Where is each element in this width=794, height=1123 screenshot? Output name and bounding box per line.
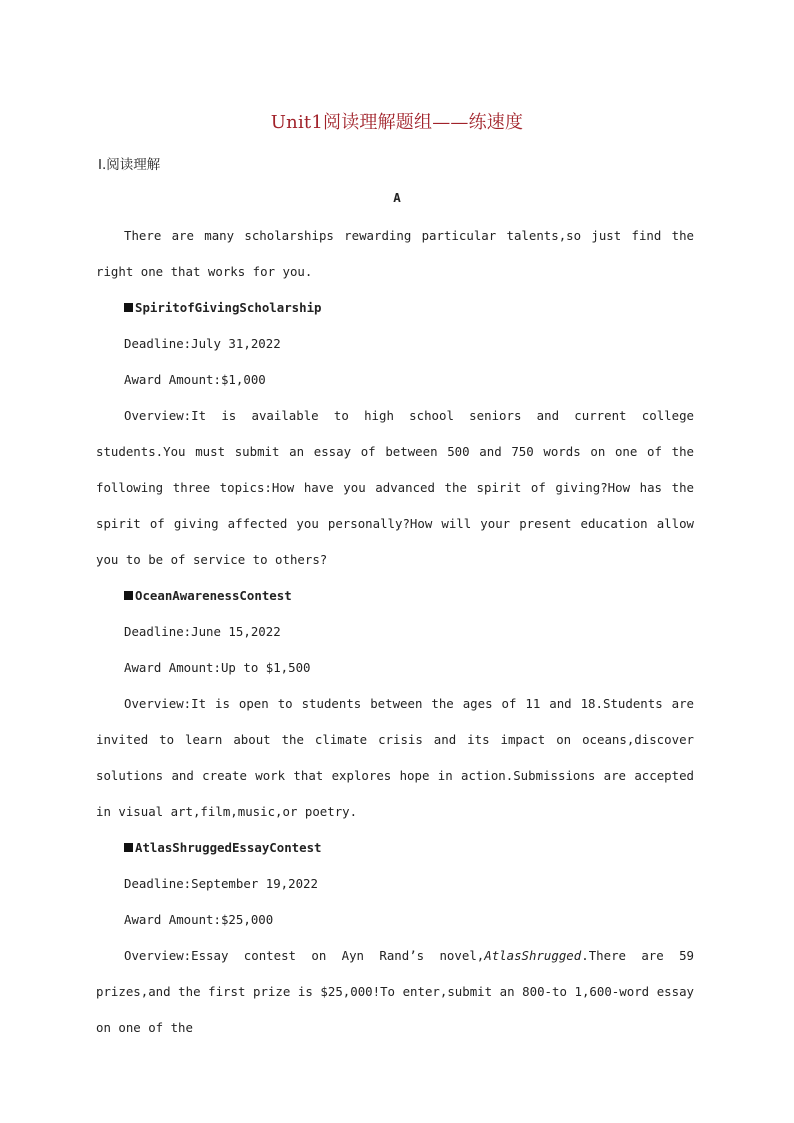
entry-name: AtlasShruggedEssayContest [135, 840, 322, 855]
entry-deadline: Deadline:July 31,2022 [124, 336, 281, 351]
square-bullet-icon [124, 591, 133, 600]
overview-text: .There are 59 prizes,and the first prize is $25,000!To enter,submit an 800-to 1,600-word essay on one of the [96, 948, 694, 1035]
entry-heading [96, 578, 694, 614]
passage-letter: A [393, 190, 401, 205]
entry-overview: Overview:It is open to students between the ages of 11 and 18.Students are invited to learn about the climate crisis and its impact on oceans,discover solutions and create work that explores hope in action.Submissions are accepted in visual art,film,music,or poetry. [96, 696, 694, 819]
intro-paragraph: There are many scholarships rewarding particular talents,so just find the right one that works for you. [96, 228, 694, 279]
entry-heading [96, 830, 694, 866]
entry-deadline: Deadline:September 19,2022 [124, 876, 318, 891]
entry-name: SpiritofGivingScholarship [135, 300, 322, 315]
novel-title: AtlasShrugged [484, 948, 582, 963]
overview-text: Overview:Essay contest on Ayn Rand’s novel, [124, 948, 485, 963]
passage-body [96, 218, 694, 1046]
entry-heading [96, 290, 694, 326]
entry-deadline: Deadline:June 15,2022 [124, 624, 281, 639]
square-bullet-icon [124, 843, 133, 852]
square-bullet-icon [124, 303, 133, 312]
entry-name: OceanAwarenessContest [135, 588, 292, 603]
page-title: Unit1阅读理解题组——练速度 [270, 112, 524, 133]
entry-award: Award Amount:$1,000 [124, 372, 266, 387]
entry-award: Award Amount:$25,000 [124, 912, 274, 927]
section-heading: Ⅰ.阅读理解 [98, 157, 161, 173]
entry-award: Award Amount:Up to $1,500 [124, 660, 311, 675]
entry-overview [96, 938, 694, 1046]
entry-overview: Overview:It is available to high school seniors and current college students.You must submit an essay of between 500 and 750 words on one of the following three topics:How have you advanced the spirit of giving?How has the spirit of giving affected you personally?How will your present education allow you to be of service to others? [96, 408, 694, 567]
